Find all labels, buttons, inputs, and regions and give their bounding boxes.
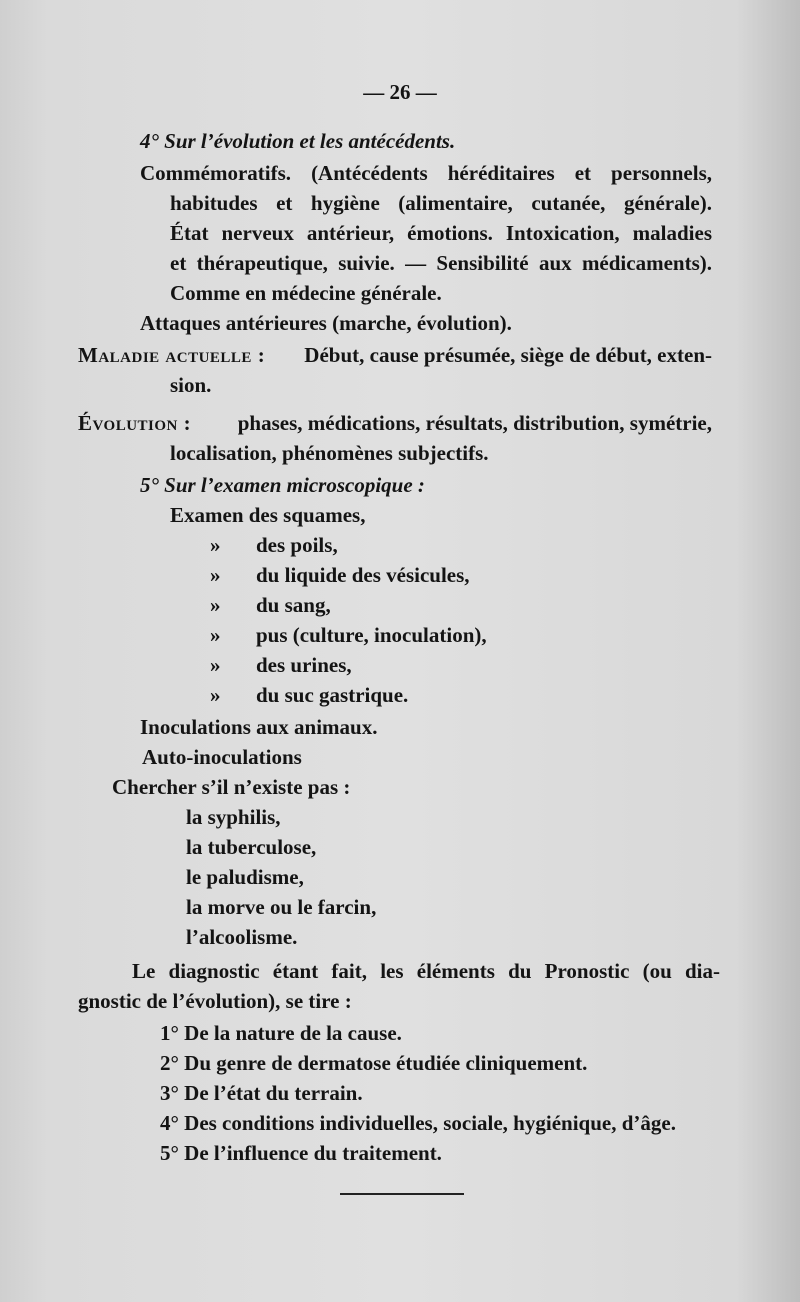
exam-item: des urines, bbox=[256, 653, 352, 677]
disease-item: la tuberculose, bbox=[186, 835, 317, 859]
maladie-actuelle-text: Début, cause présumée, siège de début, exten- bbox=[304, 343, 712, 367]
pronostic-item: 3° De l’état du terrain. bbox=[160, 1081, 363, 1105]
disease-item: l’alcoolisme. bbox=[186, 925, 298, 949]
inoculations-animaux: Inoculations aux animaux. bbox=[140, 715, 378, 739]
commemoratifs-line-4: et thérapeutique, suivie. — Sensibilité aux médicaments). bbox=[170, 251, 712, 275]
pronostic-line-1: Le diagnostic étant fait, les éléments du Pronostic (ou dia- bbox=[132, 959, 720, 983]
maladie-actuelle-line bbox=[78, 342, 712, 368]
ditto-mark: » bbox=[210, 683, 221, 707]
evolution-label: Évolution : bbox=[78, 411, 192, 435]
disease-item: la syphilis, bbox=[186, 805, 281, 829]
exam-item: du liquide des vésicules, bbox=[256, 563, 470, 587]
exam-intro: Examen des squames, bbox=[170, 503, 366, 527]
commemoratifs-line-5: Comme en médecine générale. bbox=[170, 281, 442, 305]
maladie-actuelle-continuation: sion. bbox=[170, 373, 212, 397]
chercher-line: Chercher s’il n’existe pas : bbox=[112, 775, 351, 799]
section-4-heading: 4° Sur l’évolution et les antécédents. bbox=[140, 129, 456, 153]
section-5-heading: 5° Sur l’examen microscopique : bbox=[140, 473, 425, 497]
ditto-mark: » bbox=[210, 563, 221, 587]
ditto-mark: » bbox=[210, 653, 221, 677]
attaques-anterieures: Attaques antérieures (marche, évolution). bbox=[140, 311, 512, 335]
ditto-mark: » bbox=[210, 533, 221, 557]
commemoratifs-line-3: État nerveux antérieur, émotions. Intoxication, maladies bbox=[170, 221, 712, 245]
footer-rule bbox=[340, 1193, 464, 1195]
evolution-text: phases, médications, résultats, distribution, symétrie, bbox=[237, 411, 712, 435]
page-number: — 26 — bbox=[363, 80, 437, 104]
pronostic-item: 4° Des conditions individuelles, sociale, hygiénique, d’âge. bbox=[160, 1111, 676, 1135]
exam-item: des poils, bbox=[256, 533, 338, 557]
commemoratifs-line-2: habitudes et hygiène (alimentaire, cutanée, générale). bbox=[170, 191, 712, 215]
disease-item: la morve ou le farcin, bbox=[186, 895, 377, 919]
maladie-actuelle-label: Maladie actuelle : bbox=[78, 343, 266, 367]
pronostic-item: 1° De la nature de la cause. bbox=[160, 1021, 402, 1045]
ditto-mark: » bbox=[210, 623, 221, 647]
exam-item: du suc gastrique. bbox=[256, 683, 409, 707]
exam-item: pus (culture, inoculation), bbox=[256, 623, 487, 647]
pronostic-item: 2° Du genre de dermatose étudiée cliniquement. bbox=[160, 1051, 588, 1075]
pronostic-line-2: gnostic de l’évolution), se tire : bbox=[78, 989, 352, 1013]
disease-item: le paludisme, bbox=[186, 865, 304, 889]
evolution-continuation: localisation, phénomènes subjectifs. bbox=[170, 441, 489, 465]
ditto-mark: » bbox=[210, 593, 221, 617]
evolution-line bbox=[78, 410, 712, 436]
exam-item: du sang, bbox=[256, 593, 331, 617]
pronostic-item: 5° De l’influence du traitement. bbox=[160, 1141, 442, 1165]
commemoratifs-line-1: Commémoratifs. (Antécédents héréditaires et personnels, bbox=[140, 161, 712, 185]
auto-inoculations: Auto-inoculations bbox=[142, 745, 302, 769]
